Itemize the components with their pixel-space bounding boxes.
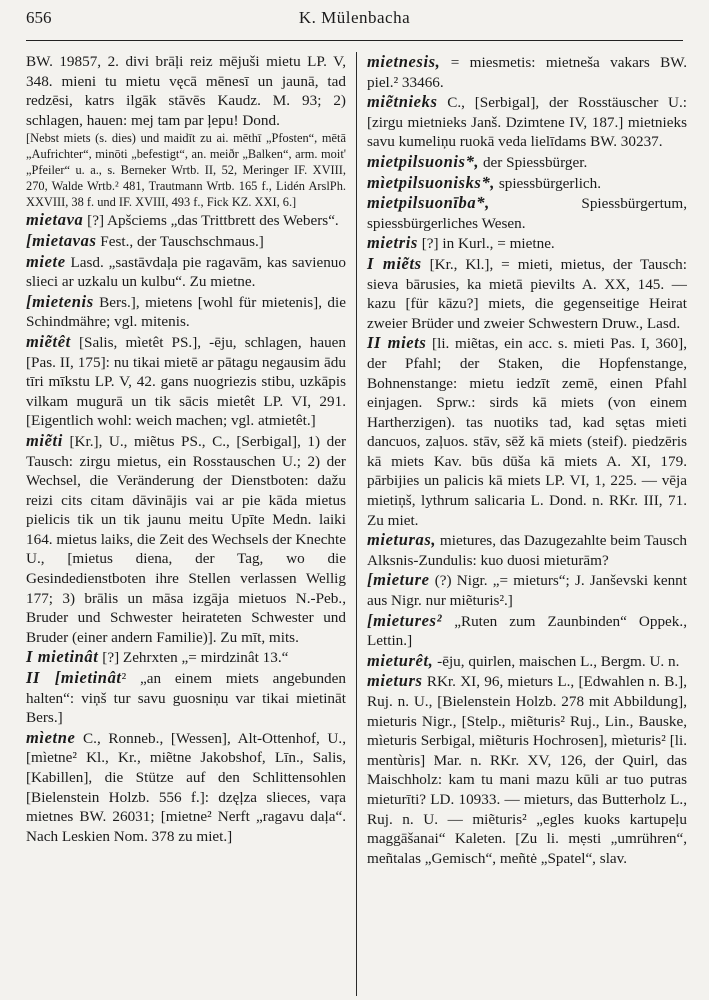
dictionary-entry — [26, 431, 346, 648]
headword: II miets — [367, 333, 427, 353]
headword: mìetne — [26, 727, 76, 747]
headword: miete — [26, 251, 66, 271]
entry-definition: der Spiessbürger. — [479, 153, 588, 171]
entry-definition: ² „an einem miets angebunden halten“: viņš tur savu guosniņu var tikai mietināt Bers.] — [26, 670, 346, 727]
dictionary-entry — [367, 333, 687, 530]
dictionary-entry — [26, 292, 346, 332]
entry-definition: Bers.], mietens [wohl für mietenis], die Schindmähre; vgl. mitenis. — [26, 293, 346, 331]
entry-definition: [?] in Kurl., = mietne. — [417, 235, 555, 253]
headword: [mietenis — [26, 291, 94, 311]
entry-definition: -ēju, quirlen, maischen L., Bergm. U. n. — [433, 652, 680, 670]
headword: [mieture — [367, 570, 430, 590]
entry-definition: Fest., der Tauschschmaus.] — [96, 232, 264, 250]
headword: miẽti — [26, 430, 63, 450]
dictionary-entry — [367, 530, 687, 570]
headword: II [mietinât — [26, 668, 122, 688]
headword: mietpilsuonība*, — [367, 193, 490, 213]
entry-definition: Lasd. „sastāvdaļa pie ragavām, kas savienuo slieci ar uzkalu un kulbu“. Zu mietne. — [26, 253, 346, 291]
headword: mietris — [367, 233, 418, 253]
headword: I miẽts — [367, 253, 422, 273]
headword: mietnesis, — [367, 52, 441, 71]
entry-text: BW. 19857, 2. divi brāļi reiz mējuši mietu LP. V, 348. mieni tu mietu vęcā mēnesī un jaunā, tad redzēsi, katrs ilgāk stāvēs Kaudz. M. 93; 2) schlagen, hauen: mej tam par ļepu! Dond. — [26, 53, 346, 129]
dictionary-entry — [367, 570, 687, 610]
entry-definition: „Ruten zum Zaunbinden“ Oppek., Lettin.] — [367, 612, 687, 650]
entry-definition: [?] Zehrxten „= mirdzinât 13.“ — [98, 649, 289, 667]
headword: miẽtêt — [26, 331, 71, 351]
headword: mietava — [26, 210, 84, 230]
headword: I mietinât — [26, 647, 99, 667]
left-column — [24, 52, 356, 996]
dictionary-entry — [367, 671, 687, 868]
dictionary-columns — [24, 52, 687, 996]
etymology-note: [Nebst miets (s. dies) und maidīt zu ai. mēthī „Pfosten“, mētā „Aufrichter“, minōti „befestigt“, an. meiðr „Balken“, arm. moit' „Pfeiler“ u. a., s. Berneker Wrtb. II, 52, Meringer IF. XVIII, 270, Walde Wrtb.² 481, Trautmann Wrtb. 165 f., Lidén ArslPh. XXVIII, 38 f. und IF. XVIII, 493 f., Fick KZ. XXI, 6.] — [26, 131, 346, 210]
dictionary-entry — [26, 210, 346, 231]
page-title: K. Mülenbacha — [298, 8, 411, 27]
entry-definition: C., [Serbigal], der Rosstäuscher U.: [zirgu mietnieks Janš. Dzimtene IV, 187.] mietnieks savu kumeliņu ruokā veda lielīdams BW. 30237. — [367, 94, 687, 151]
entry-definition: Spiessbürgertum, spiessbürgerliches Wesen. — [367, 195, 687, 232]
dictionary-entry — [26, 668, 346, 728]
headword: [mietavas — [26, 230, 97, 250]
entry-definition: [li. miẽtas, ein acc. s. mieti Pas. I, 360], der Pfahl; der Staken, die Hopfenstange, Bohnenstange: mietu iedzīt zemē, einen Pfahl einjagen. Sprw.: sirds kā miets (von einem Hartherzigen). tas nuotiks tad, kad sętas mieti dancuos, zaļuos. stāv, sēž kā miets (steif). piedzēris kā miets Kav. būs dūša kā miets A. XI, 179. pārbijies un palicis kā miets LP. VI, 1, 225. — vēja mietiņš, lythrum salicaria L. Dond. n. RKr. III, 71. Zu miet. — [367, 335, 687, 529]
dictionary-entry — [367, 233, 687, 254]
headword: miẽtnieks — [367, 92, 438, 112]
dictionary-entry — [26, 332, 346, 431]
page-header — [26, 8, 683, 41]
page-number: 656 — [26, 8, 52, 27]
headword: mieturas, — [367, 530, 437, 550]
headword: mìetpilsuonisks*, — [367, 172, 496, 192]
entry-definition: spiessbürgerlich. — [495, 174, 602, 192]
entry-definition: [Kr.], U., miẽtus PS., C., [Serbigal], 1) der Tausch: zirgu mietus, ein Rosstauschen U.; 2) der Wechsel, die Veränderung der Dienstboten: dažu reizi cits citam dāvinājis vai ar pie kāda mietus pielicis tik un tik jaunu meitu Upīte Medn. laiki 164. mietus laiks, die Zeit des Wechsels der Knechte U., [mietus diena, der Tag, wo die Gesindedienstboten ihre Stellen verlassen Wellig 177; 3) brālis un māsa izgāja mietuos N.-Peb., Bruder und Schwester heirateten Schwester und Bruder (einer andern Familie)]. Zu mīt, mits. — [26, 432, 346, 646]
entry-definition: (?) Nigr. „= mieturs“; J. Janševski kennt aus Nigr. nur miẽturis².] — [367, 572, 687, 610]
dictionary-entry — [367, 611, 687, 651]
dictionary-entry — [26, 647, 346, 668]
entry-definition: [Kr., Kl.], = mieti, mietus, der Tausch: sieva bārusies, ka mietā pievilts A. XX, 145. — kazu [für kāzu?] miets, die gegenseitige Heirat zweier Brüder und zweier Schwestern Druw., Lasd. — [367, 255, 687, 332]
entry-definition: [Salis, mìetêt PS.], -ēju, schlagen, hauen [Pas. II, 175]: nu tikai mietē ar pātagu negausim ādu tīri mīkstu LP. V, 42. gans nuogriezis stibu, uzkāpis vilkam mugurā un tik sācis mietêt LP. VI, 291. [Eigentlich wohl: weich machen; vgl. atmietêt.] — [26, 333, 346, 430]
entry-definition: = miesmetis: mietneša vakars BW. piel.² 33466. — [367, 54, 687, 91]
headword: mieturêt, — [367, 650, 434, 670]
entry-definition: [?] Apšciems „das Trittbrett des Webers“. — [83, 212, 339, 230]
headword: [mietures² — [367, 610, 443, 630]
right-column — [357, 52, 687, 996]
dictionary-entry — [367, 152, 687, 173]
dictionary-entry — [26, 231, 346, 252]
dictionary-entry — [367, 173, 687, 194]
dictionary-entry — [367, 52, 687, 92]
dictionary-entry — [367, 651, 687, 672]
dictionary-entry — [26, 728, 346, 847]
headword: mieturs — [367, 671, 423, 691]
headword: mietpilsuonis*, — [367, 151, 480, 171]
entry-definition: RKr. XI, 96, mieturs L., [Edwahlen n. B.], Ruj. n. U., [Bielenstein Holzb. 278 mit Abbildung], mieturis Nigr., [Stelp., miẽturis² Ruj., Lin., Bauske, mìeturis Serbigal, miẽturis Hochrosen], mìeturis² [li. mentùris] Mar. n. RKr. XV, 126, der Quirl, das Maischholz: kam tu mani mazu kūli ar tuo putras mieturīti? LD. 10933. — mieturs, das Butterholz L., Ruj. n. U. — miẽturis² „egles kuoks kartupeļu maggāšanai“ Kaleten. [Zu li. mẹsti „umrühren“, meñtalas „Gemisch“, meñtė „Spatel“, slav. — [367, 673, 687, 867]
dictionary-entry — [367, 193, 687, 233]
dictionary-entry — [367, 92, 687, 152]
dictionary-entry — [26, 252, 346, 292]
dictionary-entry — [367, 254, 687, 333]
entry-definition: mietures, das Dazugezahlte beim Tausch Alksnis-Zundulis: kuo duosi mieturām? — [367, 532, 687, 569]
entry-definition: C., Ronneb., [Wessen], Alt-Ottenhof, U., [mìetne² Kl., Kr., miẽtne Jakobshof, Līn., Salis, [Kabillen], die Stütze auf den Schlittensohlen [Bielenstein Holzb. 556 f.]: dzęļza slieces, vaŗa mietnes BW. 26031; [mietne² Nerft „ragavu daļa“. Nach Leskien Nom. 378 zu miet.] — [26, 729, 346, 845]
